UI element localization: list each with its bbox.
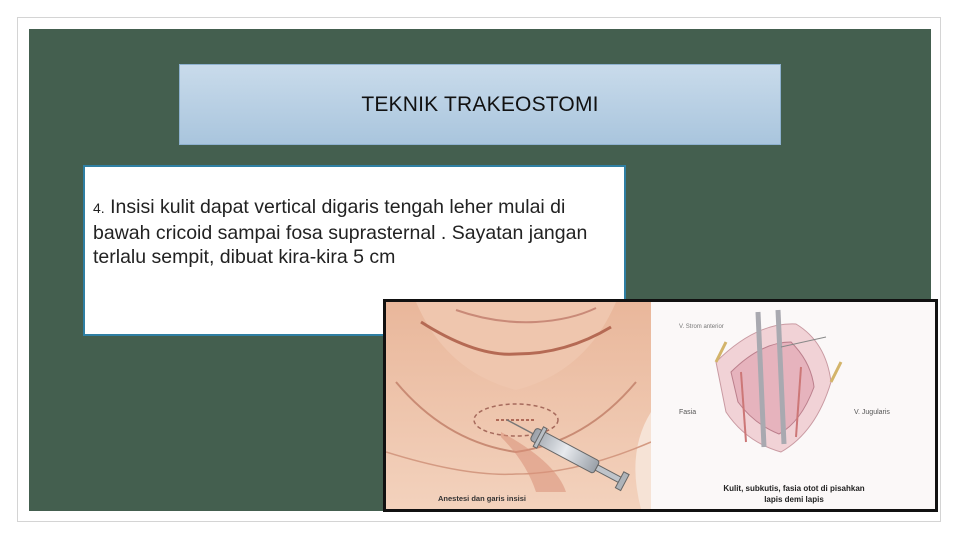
tracheostomy-illustration [383, 299, 938, 512]
step-paragraph [93, 195, 613, 270]
illustration-svg [386, 302, 935, 509]
right-caption-line1: Kulit, subkutis, fasia otot di pisahkan [723, 484, 865, 493]
dissection-illustration [651, 302, 935, 509]
strom-label: V. Strom anterior [679, 324, 724, 330]
jugular-label: V. Jugularis [854, 409, 890, 416]
step-text: Insisi kulit dapat vertical digaris tengah leher mulai di bawah cricoid sampai fosa suprasternal . Sayatan jangan terlalu sempit, dibuat kira-kira 5 cm [93, 196, 588, 268]
slide-title: TEKNIK TRAKEOSTOMI [361, 92, 599, 116]
left-panel-caption: Anestesi dan garis insisi [438, 494, 526, 503]
title-box [179, 64, 781, 145]
right-caption-line2: lapis demi lapis [764, 495, 824, 504]
step-number: 4. [93, 200, 105, 216]
fascia-label: Fasia [679, 409, 697, 416]
